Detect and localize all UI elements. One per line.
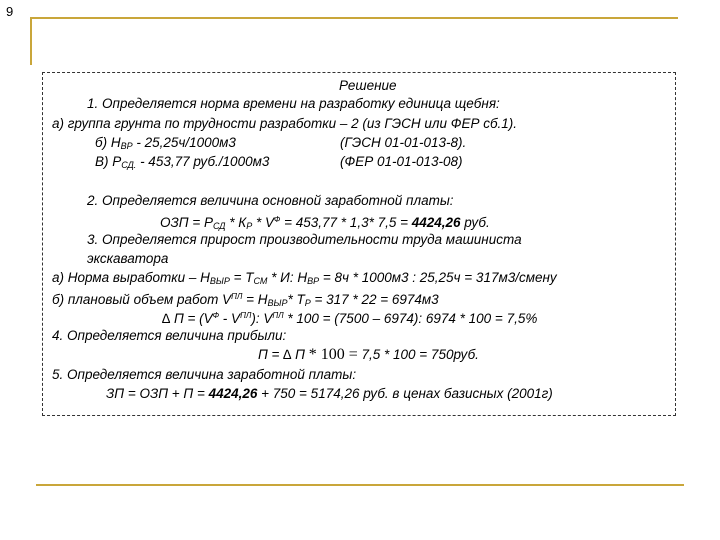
time-norm-text: б) Н [95, 135, 121, 150]
left-rule [30, 17, 32, 65]
ozp-calc: = 453,77 * 1,3* 7,5 = [280, 215, 412, 230]
step-3-growth-formula [162, 308, 537, 327]
planned-volume-sub-vyr: ВЫР [267, 298, 288, 308]
time-norm-value: - 25,25ч/1000м3 [132, 135, 236, 150]
growth-sup-f: Ф [212, 311, 220, 320]
growth-text: ∆ П = (V [162, 311, 213, 326]
step-5-heading: 5. Определяется величина заработной платы: [52, 367, 357, 382]
output-norm-sub-vr: ВР [307, 276, 320, 286]
profit-multiplier: * 100 = [308, 346, 358, 363]
ozp-sub-r: Р [246, 221, 253, 231]
salary-ozp-value: 4424,26 [208, 386, 258, 401]
price-text: В) Р [95, 154, 122, 169]
price-value: - 453,77 руб./1000м3 [136, 154, 270, 169]
output-norm-t: = Т [229, 270, 254, 285]
price-sub: СД. [121, 160, 137, 170]
step-1-price [95, 154, 269, 173]
output-norm-calc: = 8ч * 1000м3 : 25,25ч = 317м3/смену [319, 270, 557, 285]
ozp-k: * К [225, 215, 247, 230]
slide-number: 9 [6, 4, 14, 19]
step-5-salary-formula [106, 386, 553, 402]
solution-title: Решение [339, 78, 397, 93]
salary-calc: + 750 = 5174,26 руб. в ценах базисных (2001г) [257, 386, 553, 401]
output-norm-sub-sm: СМ [253, 276, 268, 286]
ozp-sup-f: Ф [274, 215, 281, 224]
profit-text: П = ∆ П [258, 347, 309, 362]
salary-text: ЗП = ОЗП + П = [106, 386, 209, 401]
planned-volume-sup: ПЛ [231, 292, 243, 301]
ozp-v: * V [252, 215, 275, 230]
growth-sup-pl: ПЛ [240, 311, 252, 320]
time-norm-sub: ВР [120, 141, 133, 151]
step-4-profit-formula [258, 347, 479, 363]
planned-volume-t: * Т [287, 292, 305, 307]
step-3-output-norm [52, 270, 557, 289]
growth-sup-pl-2: ПЛ [272, 311, 284, 320]
planned-volume-text: б) плановый объем работ V [52, 292, 232, 307]
step-1-price-ref: (ФЕР 01-01-013-08) [340, 154, 463, 169]
step-2-heading: 2. Определяется величина основной заработной платы: [87, 193, 454, 208]
planned-volume-n: = Н [242, 292, 268, 307]
output-norm-i: * И: Н [267, 270, 308, 285]
step-2-formula [160, 212, 490, 234]
step-3-heading-cont: экскаватора [87, 251, 169, 266]
growth-div: ): V [251, 311, 273, 326]
step-1-soil-group: а) группа грунта по трудности разработки – 2 (из ГЭСН или ФЕР сб.1). [52, 116, 518, 131]
ozp-result: 4424,26 [411, 215, 461, 230]
step-1-heading: 1. Определяется норма времени на разработку единица щебня: [87, 96, 500, 111]
top-rule [30, 17, 678, 19]
step-1-time-norm [95, 135, 236, 154]
ozp-text: ОЗП = Р [160, 215, 213, 230]
output-norm-text: а) Норма выработки – Н [52, 270, 210, 285]
step-4-heading: 4. Определяется величина прибыли: [52, 328, 287, 343]
step-3-heading: 3. Определяется прирост производительности труда машиниста [87, 232, 522, 247]
output-norm-sub-vyr: ВЫР [209, 276, 230, 286]
planned-volume-calc: = 317 * 22 = 6974м3 [310, 292, 439, 307]
ozp-unit: руб. [460, 215, 490, 230]
growth-calc: * 100 = (7500 – 6974): 6974 * 100 = 7,5% [283, 311, 538, 326]
planned-volume-sub-r: Р [304, 298, 311, 308]
ozp-sub-sd: СД [212, 221, 226, 231]
step-1-time-norm-ref: (ГЭСН 01-01-013-8). [340, 135, 467, 150]
profit-calc: 7,5 * 100 = 750руб. [357, 347, 479, 362]
growth-minus: - V [219, 311, 241, 326]
bottom-rule [36, 484, 684, 486]
